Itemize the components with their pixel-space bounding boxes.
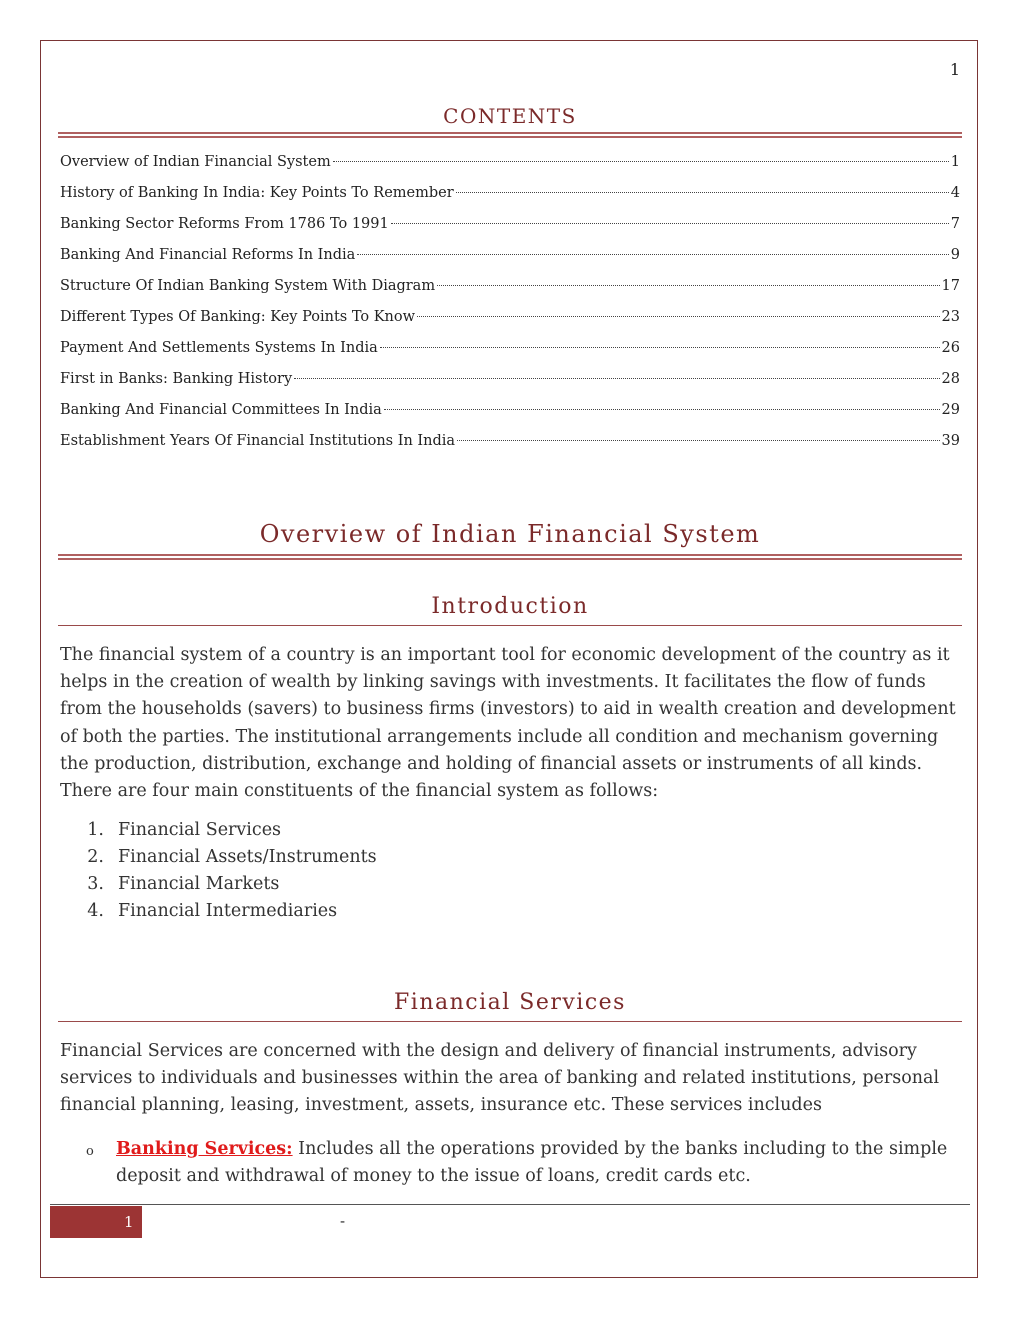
list-item-label: Financial Services bbox=[118, 820, 282, 840]
toc-entry[interactable] bbox=[60, 309, 960, 340]
list-item-number: 1. bbox=[87, 820, 104, 840]
toc-entry[interactable] bbox=[60, 371, 960, 402]
toc-entry-title[interactable]: Different Types Of Banking: Key Points To Know bbox=[60, 309, 416, 325]
banking-services-text: Includes all the operations provided by the banks including to the simple deposit and withdrawal of money to the issue of loans, credit cards etc. bbox=[116, 1139, 948, 1187]
list-item bbox=[60, 874, 377, 901]
toc-leader-dots bbox=[384, 409, 940, 410]
toc-entry-page[interactable]: 9 bbox=[950, 247, 960, 263]
toc-entry[interactable] bbox=[60, 402, 960, 433]
toc-leader-dots bbox=[294, 378, 939, 379]
toc-entry[interactable] bbox=[60, 278, 960, 309]
toc-leader-dots bbox=[417, 316, 940, 317]
toc-entry-title[interactable]: History of Banking In India: Key Points To Remember bbox=[60, 185, 454, 201]
toc-entry-page[interactable]: 29 bbox=[941, 402, 960, 418]
toc-entry-page[interactable]: 28 bbox=[941, 371, 960, 387]
toc-entry-title[interactable]: Banking And Financial Reforms In India bbox=[60, 247, 356, 263]
introduction-paragraph: The financial system of a country is an important tool for economic development of the country as it helps in the creation of wealth by linking savings with investments. It facilitates the flow of funds from the households (savers) to business firms (investors) to aid in wealth creation and development of both the parties. The institutional arrangements include all condition and mechanism governing the production, distribution, exchange and holding of financial assets or instruments of all kinds. There are four main constituents of the financial system as follows: bbox=[60, 645, 956, 802]
toc-entry[interactable] bbox=[60, 185, 960, 216]
contents-heading: CONTENTS bbox=[443, 104, 577, 128]
toc-entry-title[interactable]: Establishment Years Of Financial Institutions In India bbox=[60, 433, 456, 449]
banking-services-bullet bbox=[86, 1136, 966, 1190]
overview-heading: Overview of Indian Financial System bbox=[259, 520, 761, 548]
list-item bbox=[60, 820, 377, 847]
footer-dash: - bbox=[340, 1212, 346, 1230]
toc-entry-page[interactable]: 7 bbox=[950, 216, 960, 232]
list-item-label: Financial Intermediaries bbox=[118, 901, 338, 921]
table-of-contents bbox=[60, 154, 960, 464]
toc-leader-dots bbox=[333, 161, 949, 162]
toc-entry-page[interactable]: 17 bbox=[941, 278, 960, 294]
toc-entry-page[interactable]: 26 bbox=[941, 340, 960, 356]
toc-entry-title[interactable]: Banking Sector Reforms From 1786 To 1991 bbox=[60, 216, 389, 232]
toc-entry[interactable] bbox=[60, 216, 960, 247]
toc-entry-title[interactable]: Structure Of Indian Banking System With Diagram bbox=[60, 278, 436, 294]
toc-leader-dots bbox=[437, 285, 939, 286]
footer-divider bbox=[50, 1204, 970, 1205]
list-item-number: 4. bbox=[87, 901, 104, 921]
page-number-top: 1 bbox=[949, 60, 960, 79]
toc-leader-dots bbox=[357, 254, 948, 255]
financial-services-divider bbox=[58, 1021, 962, 1022]
toc-entry-title[interactable]: Overview of Indian Financial System bbox=[60, 154, 331, 170]
toc-entry[interactable] bbox=[60, 340, 960, 371]
toc-entry-title[interactable]: Banking And Financial Committees In India bbox=[60, 402, 382, 418]
overview-divider bbox=[58, 554, 962, 560]
financial-services-paragraph: Financial Services are concerned with the design and delivery of financial instruments, advisory services to individuals and businesses within the area of banking and related institutions, personal financial planning, leasing, investment, assets, insurance etc. These services includes bbox=[60, 1041, 940, 1116]
footer-page-number: 1 bbox=[50, 1206, 142, 1238]
list-item bbox=[60, 901, 377, 928]
toc-entry-page[interactable]: 23 bbox=[941, 309, 960, 325]
banking-services-label: Banking Services: bbox=[116, 1139, 293, 1159]
list-item-label: Financial Markets bbox=[118, 874, 280, 894]
financial-services-heading: Financial Services bbox=[394, 990, 626, 1015]
list-item-label: Financial Assets/Instruments bbox=[118, 847, 377, 867]
toc-entry-page[interactable]: 39 bbox=[941, 433, 960, 449]
introduction-heading: Introduction bbox=[431, 594, 589, 619]
toc-entry[interactable] bbox=[60, 247, 960, 278]
toc-entry-title[interactable]: First in Banks: Banking History bbox=[60, 371, 293, 387]
list-item-number: 2. bbox=[87, 847, 104, 867]
introduction-divider bbox=[58, 625, 962, 626]
bullet-marker: o bbox=[86, 1144, 94, 1159]
toc-entry-title[interactable]: Payment And Settlements Systems In India bbox=[60, 340, 378, 356]
contents-divider bbox=[58, 132, 962, 138]
toc-entry-page[interactable]: 1 bbox=[950, 154, 960, 170]
list-item bbox=[60, 847, 377, 874]
toc-leader-dots bbox=[457, 440, 940, 441]
toc-leader-dots bbox=[380, 347, 940, 348]
toc-entry-page[interactable]: 4 bbox=[950, 185, 960, 201]
toc-leader-dots bbox=[391, 223, 949, 224]
constituents-list bbox=[60, 820, 377, 928]
toc-leader-dots bbox=[456, 192, 949, 193]
toc-entry[interactable] bbox=[60, 154, 960, 185]
list-item-number: 3. bbox=[87, 874, 104, 894]
toc-entry[interactable] bbox=[60, 433, 960, 464]
